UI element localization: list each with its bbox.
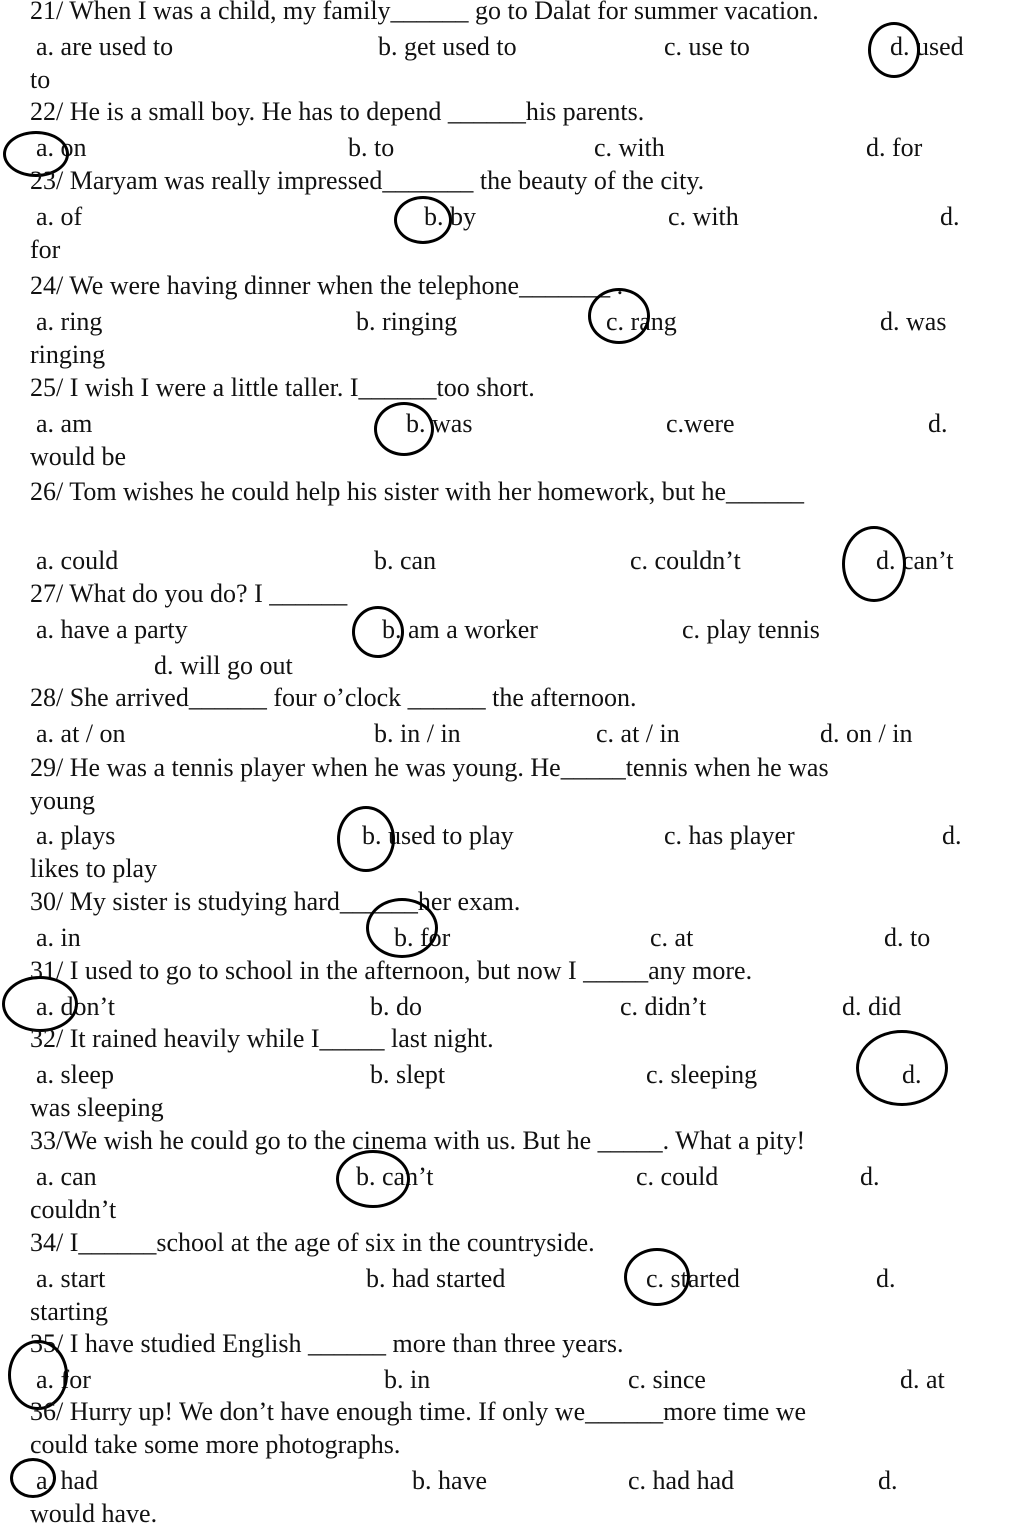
q35-option-b: b. in [384, 1365, 431, 1394]
question-22-stem: 22/ He is a small boy. He has to depend ______his parents. [30, 97, 645, 126]
question-29-stem-continued: young [30, 786, 95, 815]
q22-option-c: c. with [594, 133, 665, 162]
question-30-stem: 30/ My sister is studying hard______her exam. [30, 887, 521, 916]
q33-option-c: c. could [636, 1162, 719, 1191]
q24-option-c: c. rang [606, 307, 677, 336]
q21-option-d-continued: to [30, 65, 51, 94]
q36-option-c: c. had had [628, 1466, 735, 1495]
q28-option-d: d. on / in [820, 719, 913, 748]
q28-option-b: b. in / in [374, 719, 461, 748]
question-33-stem: 33/We wish he could go to the cinema with us. But he _____. What a pity! [30, 1126, 806, 1155]
q33-option-d-continued: couldn’t [30, 1195, 117, 1224]
q21-option-d: d. used [890, 32, 964, 61]
q23-option-b: b. by [424, 202, 476, 231]
q31-option-c: c. didn’t [620, 992, 707, 1021]
q29-option-a: a. plays [36, 821, 116, 850]
q34-option-d-continued: starting [30, 1297, 108, 1326]
q34-option-a: a. start [36, 1264, 106, 1293]
question-34-stem: 34/ I______school at the age of six in the countryside. [30, 1228, 595, 1257]
question-31-stem: 31/ I used to go to school in the afternoon, but now I _____any more. [30, 956, 753, 985]
q31-option-d: d. did [842, 992, 902, 1021]
q24-option-a: a. ring [36, 307, 103, 336]
question-29-stem: 29/ He was a tennis player when he was young. He_____tennis when he was [30, 753, 829, 782]
q25-option-d: d. [928, 409, 948, 438]
q29-option-b: b. used to play [362, 821, 514, 850]
q30-option-a: a. in [36, 923, 81, 952]
question-32-stem: 32/ It rained heavily while I_____ last night. [30, 1024, 494, 1053]
q32-option-d: d. [902, 1060, 922, 1089]
question-25-stem: 25/ I wish I were a little taller. I______too short. [30, 373, 535, 402]
q36-option-d: d. [878, 1466, 898, 1495]
q31-option-a: a. don’t [36, 992, 115, 1021]
q33-option-a: a. can [36, 1162, 97, 1191]
q29-option-d-continued: likes to play [30, 854, 158, 883]
q25-option-c: c.were [666, 409, 735, 438]
q23-option-d: d. [940, 202, 960, 231]
q22-option-a: a. on [36, 133, 87, 162]
q24-option-d: d. was [880, 307, 947, 336]
q24-option-b: b. ringing [356, 307, 458, 336]
q30-option-c: c. at [650, 923, 694, 952]
q34-option-b: b. had started [366, 1264, 506, 1293]
question-27-stem: 27/ What do you do? I ______ [30, 579, 348, 608]
q22-option-d: d. for [866, 133, 923, 162]
q32-option-c: c. sleeping [646, 1060, 758, 1089]
q36-option-d-continued: would have. [30, 1499, 158, 1528]
q35-option-c: c. since [628, 1365, 706, 1394]
q26-option-a: a. could [36, 546, 119, 575]
q26-option-b: b. can [374, 546, 437, 575]
question-23-stem: 23/ Maryam was really impressed_______ the beauty of the city. [30, 166, 705, 195]
q25-option-d-continued: would be [30, 442, 127, 471]
q33-option-d: d. [860, 1162, 880, 1191]
q28-option-c: c. at / in [596, 719, 680, 748]
q36-option-a: a. had [36, 1466, 99, 1495]
question-26-stem: 26/ Tom wishes he could help his sister with her homework, but he______ [30, 477, 804, 506]
question-35-stem: 35/ I have studied English ______ more than three years. [30, 1329, 624, 1358]
q27-option-c: c. play tennis [682, 615, 820, 644]
q21-option-b: b. get used to [378, 32, 517, 61]
q23-option-a: a. of [36, 202, 83, 231]
q30-option-b: b. for [394, 923, 451, 952]
q30-option-d: d. to [884, 923, 931, 952]
q24-option-d-continued: ringing [30, 340, 106, 369]
q26-option-d: d. can’t [876, 546, 954, 575]
q27-option-d: d. will go out [154, 651, 293, 680]
question-21-stem: 21/ When I was a child, my family______ go to Dalat for summer vacation. [30, 0, 819, 25]
question-36-stem: 36/ Hurry up! We don’t have enough time. If only we______more time we [30, 1397, 807, 1426]
q35-option-d: d. at [900, 1365, 945, 1394]
q29-option-d: d. [942, 821, 962, 850]
q34-option-c: c. started [646, 1264, 740, 1293]
q26-option-c: c. couldn’t [630, 546, 741, 575]
q25-option-b: b. was [406, 409, 473, 438]
q36-option-b: b. have [412, 1466, 488, 1495]
q23-option-c: c. with [668, 202, 739, 231]
q27-option-a: a. have a party [36, 615, 188, 644]
q21-option-a: a. are used to [36, 32, 174, 61]
q33-option-b: b. can’t [356, 1162, 434, 1191]
question-36-stem-continued: could take some more photographs. [30, 1430, 401, 1459]
q34-option-d: d. [876, 1264, 896, 1293]
q32-option-d-continued: was sleeping [30, 1093, 164, 1122]
q27-option-b: b. am a worker [382, 615, 538, 644]
q22-option-b: b. to [348, 133, 395, 162]
q31-option-b: b. do [370, 992, 422, 1021]
q35-option-a: a. for [36, 1365, 91, 1394]
q32-option-a: a. sleep [36, 1060, 114, 1089]
q25-option-a: a. am [36, 409, 93, 438]
q28-option-a: a. at / on [36, 719, 126, 748]
q23-option-d-continued: for [30, 235, 61, 264]
q29-option-c: c. has player [664, 821, 795, 850]
q21-option-c: c. use to [664, 32, 750, 61]
question-28-stem: 28/ She arrived______ four o’clock ______ the afternoon. [30, 683, 637, 712]
question-24-stem: 24/ We were having dinner when the telephone_______ . [30, 271, 624, 300]
q32-option-b: b. slept [370, 1060, 446, 1089]
